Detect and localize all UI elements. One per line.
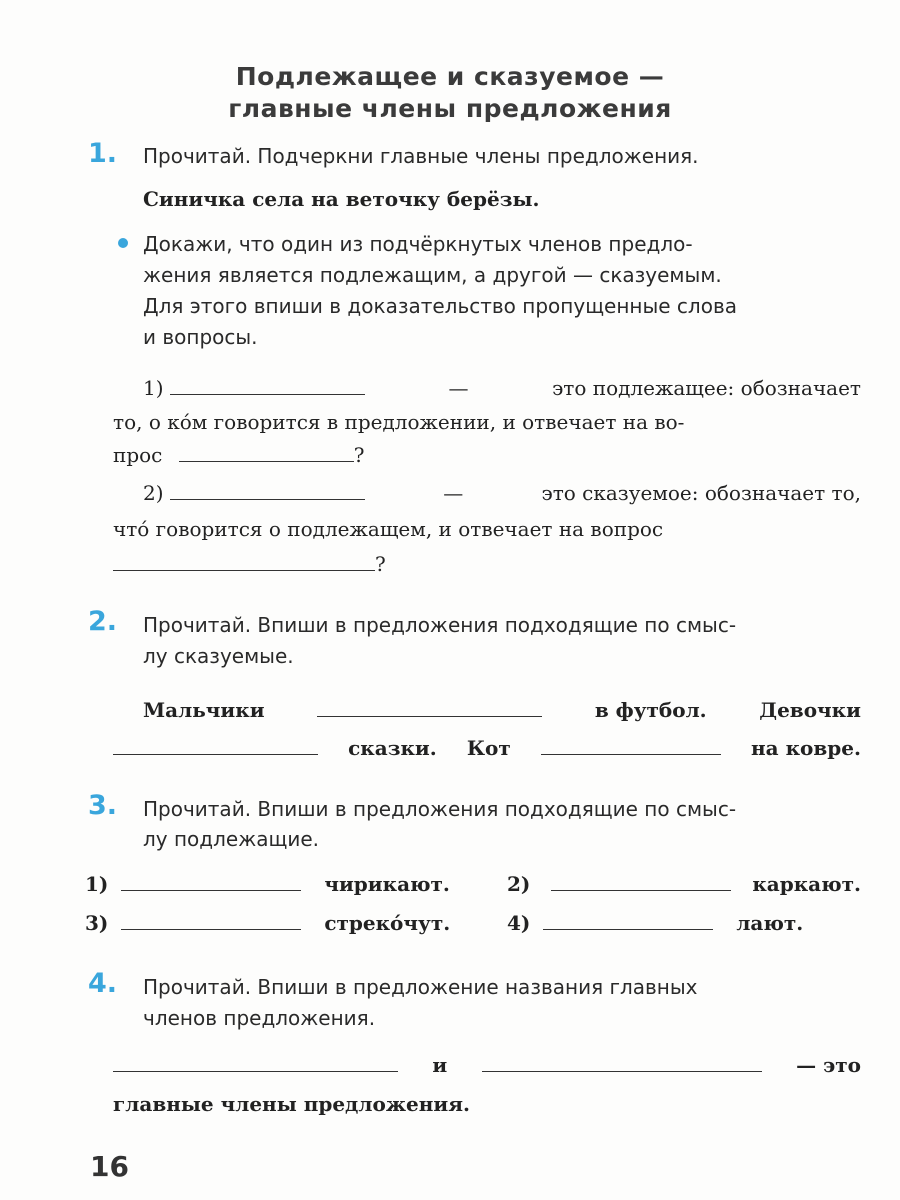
item-label: 4) bbox=[507, 911, 531, 935]
page-title-line-2: главные члены предложения bbox=[228, 94, 672, 123]
task-4-sentence-line-1 bbox=[113, 1053, 861, 1077]
word: Мальчики bbox=[143, 698, 265, 722]
word: стреко́чут. bbox=[324, 911, 451, 935]
answer-blank[interactable] bbox=[179, 460, 354, 462]
answer-blank[interactable] bbox=[113, 753, 318, 755]
answer-blank[interactable] bbox=[317, 715, 542, 717]
task-1-sentence: Синичка села на веточку берёзы. bbox=[143, 187, 540, 211]
bullet-icon bbox=[118, 238, 128, 248]
dash: — bbox=[443, 481, 464, 505]
task-2-instruction-line-2: лу сказуемые. bbox=[143, 644, 294, 668]
item-label: 1) bbox=[85, 872, 109, 896]
word: Девочки bbox=[759, 698, 861, 722]
task-3-instruction-line-1: Прочитай. Впиши в предложения подходящие по смыс- bbox=[143, 797, 737, 821]
word: в футбол. bbox=[594, 698, 707, 722]
task-1-prove-line-2: жения является подлежащим, а другой — сказуемым. bbox=[143, 263, 722, 287]
task-2-instruction-line-1: Прочитай. Впиши в предложения подходящие по смыс- bbox=[143, 613, 737, 637]
task-2-sentence-line-1 bbox=[143, 698, 861, 722]
question-mark: ? bbox=[353, 443, 365, 467]
answer-blank[interactable] bbox=[113, 1070, 398, 1072]
task-2-sentence-line-2 bbox=[113, 736, 861, 760]
question-mark: ? bbox=[375, 552, 386, 576]
task-3-item-4 bbox=[507, 911, 803, 935]
task-1-prove-line-4: и вопросы. bbox=[143, 325, 258, 349]
task-4-number: 4. bbox=[88, 968, 118, 999]
task-3-number: 3. bbox=[88, 790, 118, 821]
task-3-instruction-line-2: лу подлежащие. bbox=[143, 827, 319, 851]
answer-blank[interactable] bbox=[121, 928, 301, 930]
task-2-number: 2. bbox=[88, 606, 118, 637]
dash: — bbox=[448, 376, 469, 400]
item-text: это подлежащее: обозначает bbox=[552, 376, 861, 400]
task-1-item-2-line-2: что́ говорится о подлежащем, и отвечает на вопрос bbox=[113, 517, 664, 541]
task-1-item-1-line-3 bbox=[113, 443, 364, 467]
answer-blank[interactable] bbox=[121, 889, 301, 891]
word: на ковре. bbox=[751, 736, 861, 760]
page-number: 16 bbox=[90, 1150, 129, 1183]
task-1-item-2-line-1 bbox=[143, 481, 861, 505]
task-1-number: 1. bbox=[88, 138, 118, 169]
page-title-line-1: Подлежащее и сказуемое — bbox=[235, 62, 665, 91]
answer-blank[interactable] bbox=[551, 889, 731, 891]
word: Кот bbox=[466, 736, 511, 760]
item-label: 3) bbox=[85, 911, 109, 935]
task-1-item-1-line-1 bbox=[143, 376, 861, 400]
item-label: 2) bbox=[143, 481, 164, 505]
task-1-item-1-line-2: то, о ко́м говорится в предложении, и отвечает на во- bbox=[113, 410, 685, 434]
word: чирикают. bbox=[324, 872, 450, 896]
word: сказки. bbox=[348, 736, 437, 760]
task-1-prove-line-1: Докажи, что один из подчёркнутых членов предло- bbox=[143, 232, 693, 256]
item-text: прос bbox=[113, 443, 163, 467]
word: и bbox=[432, 1053, 448, 1077]
task-3-item-2 bbox=[507, 872, 861, 896]
answer-blank[interactable] bbox=[543, 928, 713, 930]
word: — это bbox=[796, 1053, 861, 1077]
task-3-item-1 bbox=[85, 872, 450, 896]
answer-blank[interactable] bbox=[170, 393, 365, 395]
task-4-instruction-line-2: членов предложения. bbox=[143, 1006, 376, 1030]
task-1-prove-line-3: Для этого впиши в доказательство пропущенные слова bbox=[143, 294, 737, 318]
task-3-item-3 bbox=[85, 911, 450, 935]
task-4-sentence-line-2: главные члены предложения. bbox=[113, 1092, 470, 1116]
answer-blank[interactable] bbox=[541, 753, 721, 755]
word: каркают. bbox=[752, 872, 861, 896]
item-text: это сказуемое: обозначает то, bbox=[541, 481, 861, 505]
task-1-item-2-line-3 bbox=[113, 552, 386, 576]
answer-blank[interactable] bbox=[482, 1070, 762, 1072]
task-1-instruction: Прочитай. Подчеркни главные члены предложения. bbox=[143, 144, 699, 168]
answer-blank[interactable] bbox=[170, 498, 365, 500]
word: лают. bbox=[736, 911, 804, 935]
item-label: 1) bbox=[143, 376, 164, 400]
item-label: 2) bbox=[507, 872, 531, 896]
task-4-instruction-line-1: Прочитай. Впиши в предложение названия главных bbox=[143, 975, 698, 999]
answer-blank[interactable] bbox=[113, 569, 375, 571]
